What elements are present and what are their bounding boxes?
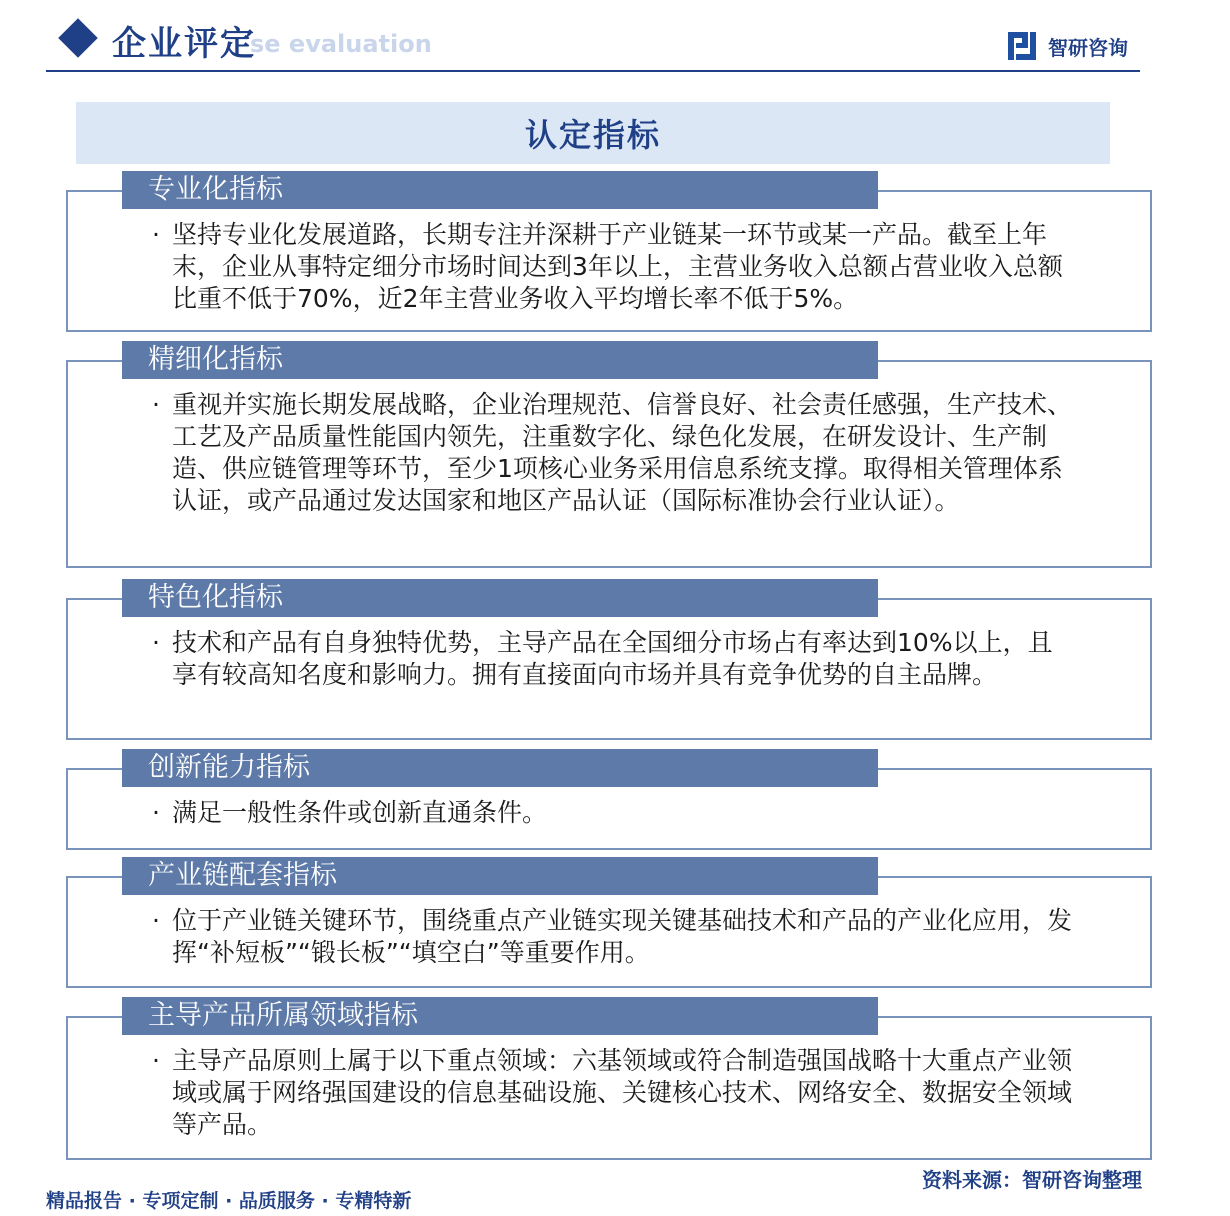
section-title-specialization: 专业化指标	[122, 171, 878, 209]
bullet: ·	[152, 220, 160, 249]
source-note: 资料来源：智研咨询整理	[922, 1168, 1142, 1192]
bullet: ·	[152, 390, 160, 419]
section-title-refinement: 精细化指标	[122, 341, 878, 379]
section-text-industry-chain: 位于产业链关键环节，围绕重点产业链实现关键基础技术和产品的产业化应用，发挥“补短板”“锻长板”“填空白”等重要作用。	[172, 906, 1073, 967]
section-title-distinctiveness: 特色化指标	[122, 579, 878, 617]
section-title-leading-product: 主导产品所属领域指标	[122, 997, 878, 1035]
banner-title: 认定指标	[524, 116, 661, 154]
bullet: ·	[152, 798, 160, 827]
logo-text: 智研咨询	[1048, 35, 1128, 60]
page-title: 企业评定	[112, 24, 256, 64]
diamond-icon	[58, 18, 98, 58]
bullet: ·	[152, 1046, 160, 1075]
section-text-innovation: 满足一般性条件或创新直通条件。	[172, 798, 548, 827]
criteria-banner	[76, 102, 1110, 164]
brand-logo	[1008, 30, 1128, 62]
section-text-leading-product: 主导产品原则上属于以下重点领域：六基领域或符合制造强国战略十大重点产业领域或属于网络强国建设的信息基础设施、关键核心技术、网络安全、数据安全领域等产品。	[172, 1046, 1073, 1139]
page-header	[0, 0, 1230, 78]
logo-icon	[1008, 32, 1036, 60]
section-text-specialization: 坚持专业化发展道路，长期专注并深耕于产业链某一环节或某一产品。截至上年末，企业从事特定细分市场时间达到3年以上，主营业务收入总额占营业收入总额比重不低于70%，近2年主营业务收入平均增长率不低于5%。	[172, 220, 1063, 313]
section-text-distinctiveness: 技术和产品有自身独特优势，主导产品在全国细分市场占有率达到10%以上，且享有较高知名度和影响力。拥有直接面向市场并具有竞争优势的自主品牌。	[172, 628, 1053, 689]
bullet: ·	[152, 628, 160, 657]
bullet: ·	[152, 906, 160, 935]
header-subtitle: se evaluation	[250, 30, 432, 58]
header-divider	[46, 70, 1140, 72]
footer-slogan: 精品报告 · 专项定制 · 品质服务 · 专精特新	[46, 1190, 412, 1212]
section-text-refinement: 重视并实施长期发展战略，企业治理规范、信誉良好、社会责任感强，生产技术、工艺及产品质量性能国内领先，注重数字化、绿色化发展，在研发设计、生产制造、供应链管理等环节，至少1项核心业务采用信息系统支撑。取得相关管理体系认证，或产品通过发达国家和地区产品认证（国际标准协会行业认证）。	[172, 390, 1073, 515]
section-title-innovation: 创新能力指标	[122, 749, 878, 787]
section-title-industry-chain: 产业链配套指标	[122, 857, 878, 895]
